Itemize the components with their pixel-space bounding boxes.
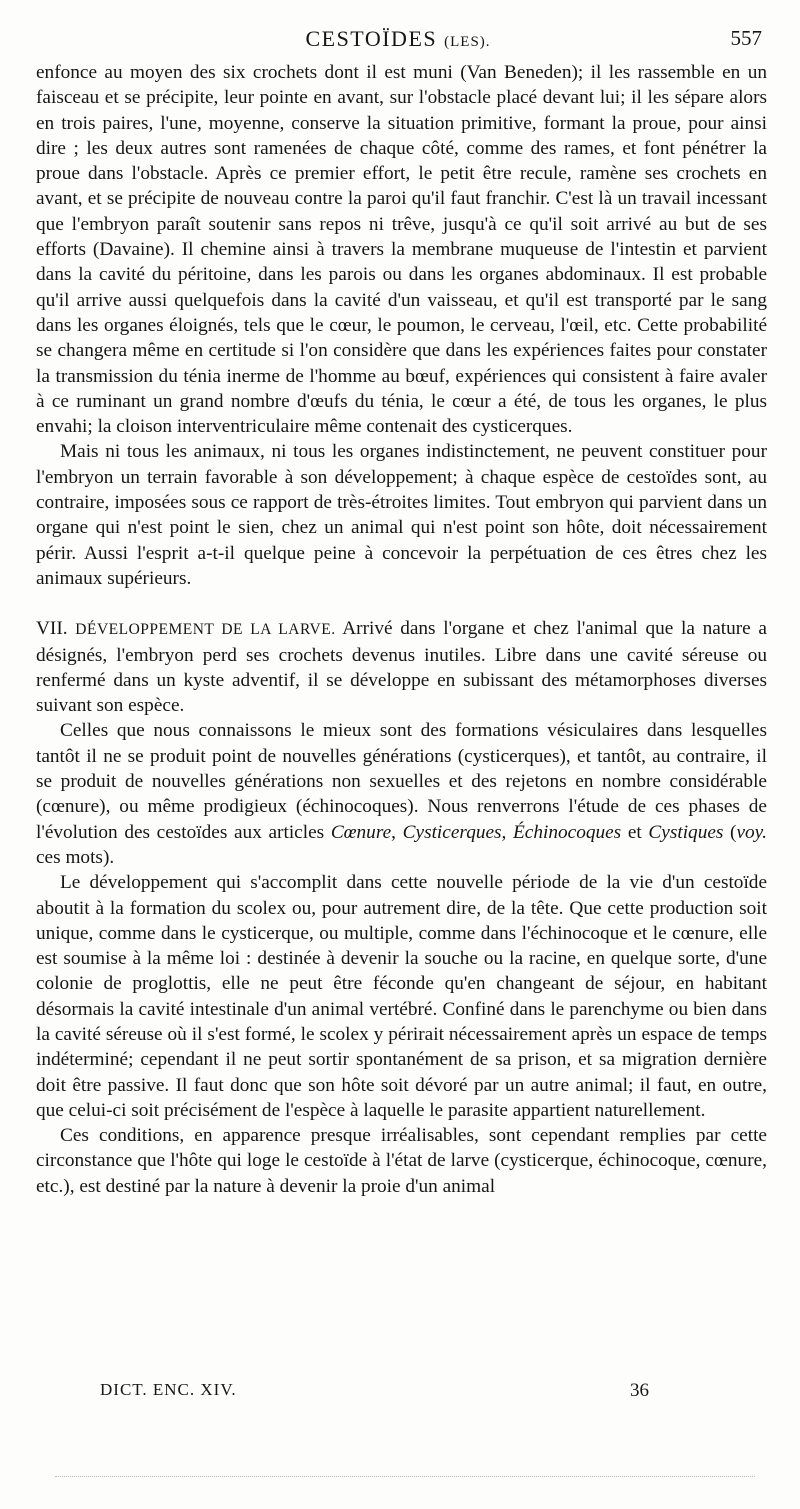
paragraph-2: Mais ni tous les animaux, ni tous les organes indistinctement, ne peuvent constituer pour l'embryon un terrain favorable à son développement; à chaque espèce de cestoïdes sont, au contraire, imposées sous ce rapport de très-étroites limites. Tout embryon qui parvient dans un organe qui n'est point le sien, chez un animal qui n'est point son hôte, doit nécessairement périr. Aussi l'esprit a-t-il quelque peine à concevoir la perpétuation de ces êtres chez les animaux supérieurs. xyxy=(36,441,767,589)
printer-signature: DICT. ENC. XIV. xyxy=(100,1380,237,1399)
page-footer xyxy=(100,1380,660,1406)
page-number: 557 xyxy=(730,26,762,50)
running-title-main: CESTOÏDES xyxy=(305,26,438,51)
paragraph-conditions: Ces conditions, en apparence presque irréalisables, sont cependant remplies par cette circonstance que l'hôte qui loge le cestoïde à l'état de larve (cysticerque, échinocoque, cœnure, etc.), est destiné par la nature à devenir la proie d'un animal xyxy=(36,1125,767,1197)
section-paragraph xyxy=(36,616,767,718)
section-heading: DÉVELOPPEMENT DE LA LARVE. xyxy=(75,621,336,639)
term-coenure: Cœnure xyxy=(330,821,392,843)
sheet-number: 36 xyxy=(630,1380,649,1401)
running-header xyxy=(34,26,762,56)
section-intro: Arrivé dans l'organe et chez l'animal que la nature a désignés, l'embryon perd ses crochets devenus inutiles. Libre dans une cavité séreuse ou renfermé dans un kyste adventif, il se développe en subissant des métamorphoses diverses suivant son espèce. xyxy=(36,618,767,717)
bottom-divider xyxy=(55,1476,755,1477)
section-number: VII. xyxy=(36,618,68,640)
term-cystiques: Cystiques xyxy=(648,821,724,843)
celles-end: ces mots). xyxy=(36,846,115,868)
term-conjunction: et xyxy=(627,821,642,843)
celles-text: Celles que nous connaissons le mieux sont des formations vésiculaires dans lesquelles tantôt il ne se produit point de nouvelles générations (cysticerques), et tantôt, au contraire, il se produit de nouvelles générations non sexuelles et des rejetons en nombre considérable (cœnure), ou même prodigieux (échinocoques). Nous renverrons l'étude de ces phases de l'évolution des cestoïdes aux articles xyxy=(36,720,767,843)
text-body xyxy=(36,60,767,1199)
running-title-suffix: (LES). xyxy=(444,34,491,50)
term-echinocoques: Échinocoques xyxy=(513,821,622,843)
term-cysticerques: Cysticerques xyxy=(402,821,502,843)
paragraph-developpement: Le développement qui s'accomplit dans cette nouvelle période de la vie d'un cestoïde aboutit à la formation du scolex ou, pour autrement dire, de la tête. Que cette production soit unique, comme dans le cysticerque, ou multiple, comme dans l'échinocoque et le cœnure, elle est soumise à la même loi : destinée à devenir la souche ou la racine, en quelque sorte, d'une colonie de proglottis, elle ne peut être féconde qu'en changeant de séjour, en habitant désormais la cavité intestinale d'un animal vertébré. Confiné dans le parenchyme ou bien dans la cavité séreuse où il s'est formé, le scolex y périrait nécessairement après un espace de temps indéterminé; cependant il ne peut sortir spontanément de sa prison, et sa migration dernière doit être passive. Il faut donc que son hôte soit dévoré par un autre animal; il faut, en outre, que celui-ci soit précisément de l'espèce à laquelle le parasite appartient naturellement. xyxy=(36,872,767,1121)
voy-abbrev: voy. xyxy=(736,821,767,843)
running-title xyxy=(34,26,762,52)
paragraph-1: enfonce au moyen des six crochets dont il est muni (Van Beneden); il les rassemble en un faisceau et se précipite, leur pointe en avant, sur l'obstacle placé devant lui; il les sépare alors en trois paires, l'une, moyenne, conserve la situation primitive, formant la proue, pour ainsi dire ; les deux autres sont ramenées de chaque côté, comme des rames, et font pénétrer la proue dans l'obstacle. Après ce premier effort, le petit être recule, ramène ses crochets en avant, et se précipite de nouveau contre la paroi qu'il faut franchir. C'est là un travail incessant que l'embryon paraît soutenir sans repos ni trêve, jusqu'à ce qu'il soit arrivé au but de ses efforts (Davaine). Il chemine ainsi à travers la membrane muqueuse de l'intestin et parvient dans la cavité du péritoine, dans les parois ou dans les organes abdominaux. Il est probable qu'il arrive aussi quelquefois dans la cavité d'un vaisseau, et qu'il est transporté par le sang dans les organes éloignés, tels que le cœur, le poumon, le cerveau, l'œil, etc. Cette probabilité se changera même en certitude si l'on considère que dans les expériences faites pour constater la transmission du ténia inerme de l'homme au bœuf, expériences qui consistent à faire avaler à ce ruminant un grand nombre d'œufs du ténia, le cœur a été, de tous les organes, le plus envahi; la cloison interventriculaire même contenait des cysticerques. xyxy=(36,62,767,438)
paragraph-celles: Celles que nous connaissons le mieux sont des formations vésiculaires dans lesquelles tantôt il ne se produit point de nouvelles générations (cysticerques), et tantôt, au contraire, il se produit de nouvelles générations non sexuelles et des rejetons en nombre considérable (cœnure), ou même prodigieux (échinocoques). Nous renverrons l'étude de ces phases de l'évolution des cestoïdes aux articles Cœnure, Cysticerques, Échinocoques et Cystiques (voy. ces mots). xyxy=(36,720,767,868)
